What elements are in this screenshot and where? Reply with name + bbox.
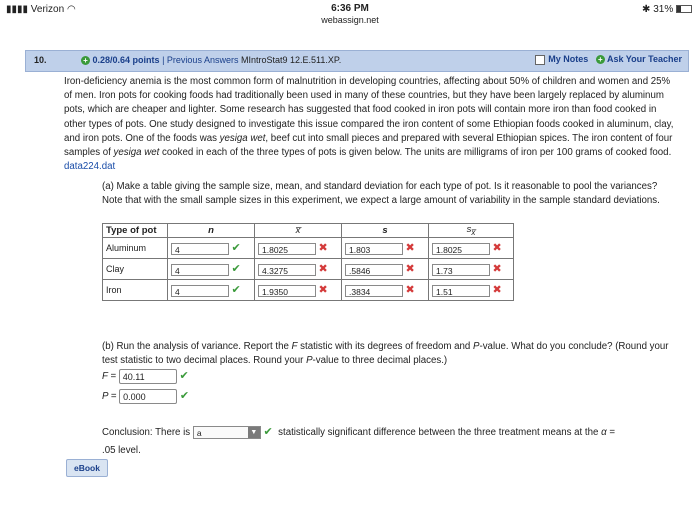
n-input[interactable]: 4: [171, 285, 229, 297]
f-input[interactable]: 40.11: [119, 369, 177, 384]
x-icon: ✖: [492, 242, 502, 255]
ask-teacher-button[interactable]: Ask Your Teacher: [606, 54, 682, 64]
question-number: 10.: [34, 55, 47, 65]
my-notes-button[interactable]: My Notes: [548, 54, 589, 64]
n-cell: [168, 259, 255, 280]
mean-input[interactable]: 1.9350: [258, 285, 316, 297]
f-label: F =: [102, 371, 117, 383]
table-row: [103, 259, 514, 280]
header-se: $s_{x̅}$: [429, 224, 514, 238]
part-a-prompt: (a) Make a table giving the sample size, mean, and standard deviation for each type of pot. Is it reasonable to pool the variances? Note that with the small sample sizes in this experiment, we expect a large amount of variability in the sample standard deviations.: [102, 181, 660, 207]
row-type: Aluminum: [103, 238, 168, 259]
wifi-icon: ◠: [66, 4, 76, 15]
table-row: [103, 280, 514, 301]
part-b-prompt: (b) Run the analysis of variance. Report the F statistic with its degrees of freedom and P-value. What do you conclude? (Round your test statistic to two decimal places. Round your P-value to three decimal places.): [102, 341, 669, 367]
s-input[interactable]: 1.803: [345, 243, 403, 255]
points: 0.28/0.64 points: [92, 55, 160, 65]
mean-cell: [255, 238, 342, 259]
row-type: Iron: [103, 280, 168, 301]
row-type: Clay: [103, 259, 168, 280]
n-input[interactable]: 4: [171, 243, 229, 255]
check-icon: ✔: [231, 263, 241, 276]
x-icon: ✖: [405, 263, 415, 276]
s-input[interactable]: .3834: [345, 285, 403, 297]
se-input[interactable]: 1.51: [432, 285, 490, 297]
se-input[interactable]: 1.73: [432, 264, 490, 276]
f-answer: [102, 369, 189, 384]
check-icon: ✔: [231, 242, 241, 255]
summary-table: [102, 223, 514, 301]
x-icon: ✖: [405, 284, 415, 297]
carrier: ▮▮▮▮ Verizon ◠: [6, 4, 76, 15]
problem-intro: Iron-deficiency anemia is the most common form of malnutrition in developing countries, affecting about 50% of children and women and 25% of men. Iron pots for cooking foods had traditionally been used in many of these countries, but they have been largely replaced by aluminum pots, which are cheaper and lighter. Some research has suggested that food cooked in iron pots will contain more iron than food cooked in other types of pots. One study designed to investigate this issue compared the iron content of some Ethiopian foods cooked in aluminum, clay, and iron pots. One of the foods was yesiga wet, beef cut into small pieces and prepared with several Ethiopian spices. The iron content of four samples of yesiga wet cooked in each of the three types of pots is given below. The units are milligrams of iron per 100 grams of cooked food. data224.dat: [64, 76, 674, 173]
conclusion-select[interactable]: a ▼: [193, 426, 261, 439]
se-cell: [429, 280, 514, 301]
n-cell: [168, 238, 255, 259]
se-cell: [429, 259, 514, 280]
header-mean: x̅: [255, 224, 342, 238]
s-cell: [342, 259, 429, 280]
check-icon: ✔: [263, 426, 273, 438]
table-header: [103, 224, 514, 238]
previous-answers-link[interactable]: Previous Answers: [166, 55, 239, 65]
mean-input[interactable]: 4.3275: [258, 264, 316, 276]
bluetooth-icon: ✱: [642, 4, 651, 15]
question-meta: + 0.28/0.64 points | Previous Answers MIntroStat9 12.E.511.XP.: [81, 55, 341, 65]
n-cell: [168, 280, 255, 301]
se-cell: [429, 238, 514, 259]
ios-status-bar: [0, 0, 700, 28]
x-icon: ✖: [318, 263, 328, 276]
check-icon: ✔: [179, 390, 190, 403]
header-n: n: [168, 224, 255, 238]
data-file-link[interactable]: data224.dat: [64, 161, 116, 173]
clock: 6:36 PM: [331, 3, 369, 14]
battery-level: [677, 6, 681, 12]
header-type: Type of pot: [103, 224, 168, 238]
question-header-bar: [25, 50, 689, 72]
s-input[interactable]: .5846: [345, 264, 403, 276]
notes-checkbox[interactable]: [535, 55, 545, 65]
check-icon: ✔: [231, 284, 241, 297]
check-icon: ✔: [179, 370, 189, 383]
mean-cell: [255, 280, 342, 301]
battery-icon: [676, 5, 692, 13]
se-input[interactable]: 1.8025: [432, 243, 490, 255]
ebook-button[interactable]: eBook: [66, 459, 108, 477]
n-input[interactable]: 4: [171, 264, 229, 276]
x-icon: ✖: [492, 284, 502, 297]
s-cell: [342, 280, 429, 301]
ask-teacher-icon[interactable]: +: [596, 55, 605, 64]
x-icon: ✖: [405, 242, 415, 255]
s-cell: [342, 238, 429, 259]
p-label: P =: [102, 391, 117, 403]
p-answer: [102, 389, 189, 404]
battery: ✱ 31%: [642, 4, 692, 15]
expand-icon[interactable]: +: [81, 56, 90, 65]
signal-icon: ▮▮▮▮: [6, 4, 29, 15]
conclusion: Conclusion: There is a ▼ ✔ statistically significant difference between the three treatment means at the α = .05 level.: [102, 426, 615, 456]
chevron-down-icon: ▼: [248, 427, 260, 438]
mean-input[interactable]: 1.8025: [258, 243, 316, 255]
table-row: [103, 238, 514, 259]
x-icon: ✖: [492, 263, 502, 276]
x-icon: ✖: [318, 284, 328, 297]
question-actions: [535, 54, 682, 65]
header-s: s: [342, 224, 429, 238]
p-input[interactable]: 0.000: [119, 389, 177, 404]
mean-cell: [255, 259, 342, 280]
x-icon: ✖: [318, 242, 328, 255]
question-source: MIntroStat9 12.E.511.XP.: [240, 55, 342, 65]
url-label[interactable]: webassign.net: [321, 15, 379, 25]
